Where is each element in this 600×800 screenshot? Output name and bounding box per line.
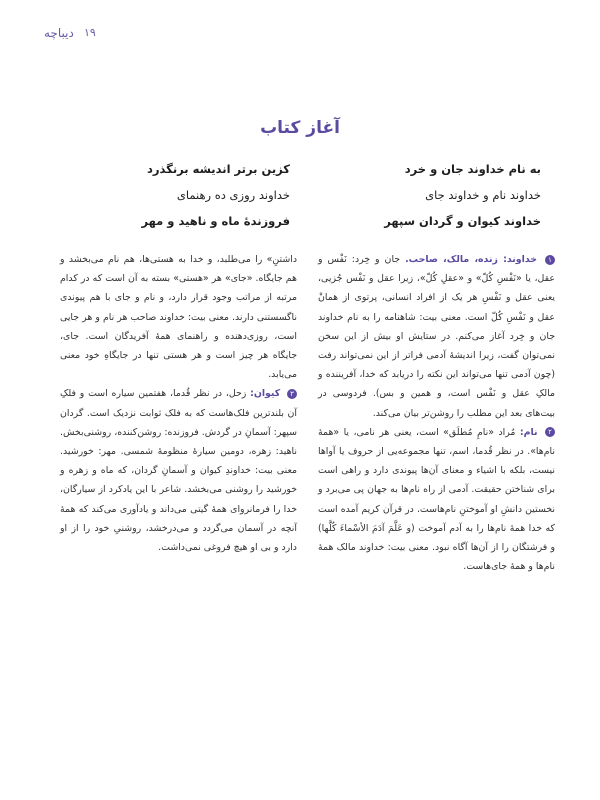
note-paragraph [60,250,297,384]
note-marker: ۳ [287,389,297,399]
poem-line: کزین برتر اندیشه برنگذرد [146,162,290,176]
poem-first-hemistichs [316,156,541,234]
note-paragraph [318,423,555,577]
section-title: آغاز کتاب [260,118,340,138]
poem-second-hemistichs [65,156,290,234]
page-number: ۱۹ [84,26,96,39]
note-lead: نام: [519,426,538,438]
running-head: دیباچه [44,26,74,40]
page-header [0,0,600,46]
note-text: مُراد «نامِ مُطلَق» است، یعنی هر نامی، یا «همهٔ نام‌ها». در نظر قُدما، اسم، تنها مجموعه‌یی از حروف یا آواها نیست، بلکه با اشیاء و معنای آن‌ها پیوندی دارد و راهی است برای شناختن حقیقت. آدمی از راه نام‌ها به جهان پی می‌برد و نخستین دانشِ او آموختنِ نام‌هاست. در قرآن کریم آمده است که خدا همهٔ نام‌ها را به آدم آموخت (و عَلَّمَ آدَمَ الأسْماءَ کُلَّها) و فرشتگان را از آن‌ها آگاه نبود. معنی بیت: خداوند مالک همهٔ نام‌ها و همهٔ جای‌هاست. [318,426,555,573]
poem-line: خداوند روزی ده رهنمای [176,188,290,202]
note-marker: ۱ [545,255,555,265]
poem-line: خداوند نام و خداوند جای [425,188,541,202]
notes-column-left [60,250,297,557]
poem-line: به نام خداوند جان و خرد [404,162,541,176]
note-text: زحل، در نظر قُدما، هفتمین سیاره است و فلکِ آن بلندترین فلک‌هاست که به فلک ثوابت نزدیک است. گردان سپهر: آسمانِ در گردش. فروزنده: روشن‌کننده، روشنی‌بخش. ناهید: زهره، دومین سیارهٔ منظومهٔ شمسی. مهر: خورشید. معنی بیت: خداوندِ کیوان و آسمانِ گردان، که ماه و زهره و خورشید را روشنی می‌بخشد. شاعر با این یادکرد از سیارگان، خدا را فرمانروای همهٔ گیتی می‌داند و یادآوری می‌کند که همهٔ آنچه در آسمان می‌گردد و می‌درخشد، روشنیِ خود را از او دارد و بی او هیچ فروغی نمی‌داشت. [60,388,297,554]
notes-column-right [318,250,555,576]
note-lead: خداوند: زنده، مالک، صاحب. [405,254,538,265]
note-text: جان و خِرد: نَفْس و عقل، یا «نَفْسِ کُلّ» و «عقلِ کُلّ»، زیرا عقل و نَفْس جُزیی، یعنی عقل و نَفْسِ هر یک از افراد انسانی، پرتوی از همانْ عقل و نَفْسِ کُلّ است. معنی بیت: شاهنامه را به نام خداوند جان و خِرد آغاز می‌کنم. در ستایش او بیش از این سخن نمی‌توان گفت، زیرا اندیشهٔ آدمی فراتر از این نمی‌تواند رفت (چون آدمی تنها می‌تواند این نکته را دریابد که خدا، آفریننده و مالکِ عقل و نَفْس است، و همین و بس). فردوسی در بیت‌های بعد این مطلب را روشن‌تر بیان می‌کند. [318,254,555,419]
note-paragraph [60,384,297,557]
note-paragraph [318,250,555,423]
note-marker: ۲ [545,427,555,437]
poem-line: خداوند کیوان و گردان سپهر [384,214,541,228]
poem-line: فروزندهٔ ماه و ناهید و مهر [141,214,290,228]
note-lead: کیوان: [250,388,281,400]
note-text: داشتنِ» را می‌طلبد، و خدا به هستی‌ها، هم نام می‌بخشد و هم جایگاه. «جای» هر «هستی» بسته به آن است که در کدام مرتبه از مراتب وجود قرار دارد، و نام و جای با هم پیوندی ناگسستنی دارند. معنی بیت: خداوند صاحب هر نام و هر جایی است، روزی‌دهنده و راهنمای همهٔ آفریدگان است. جای، جایگاه هر چیز است و هر هستی تنها در جایگاهِ خود معنی می‌یابد. [60,254,297,381]
